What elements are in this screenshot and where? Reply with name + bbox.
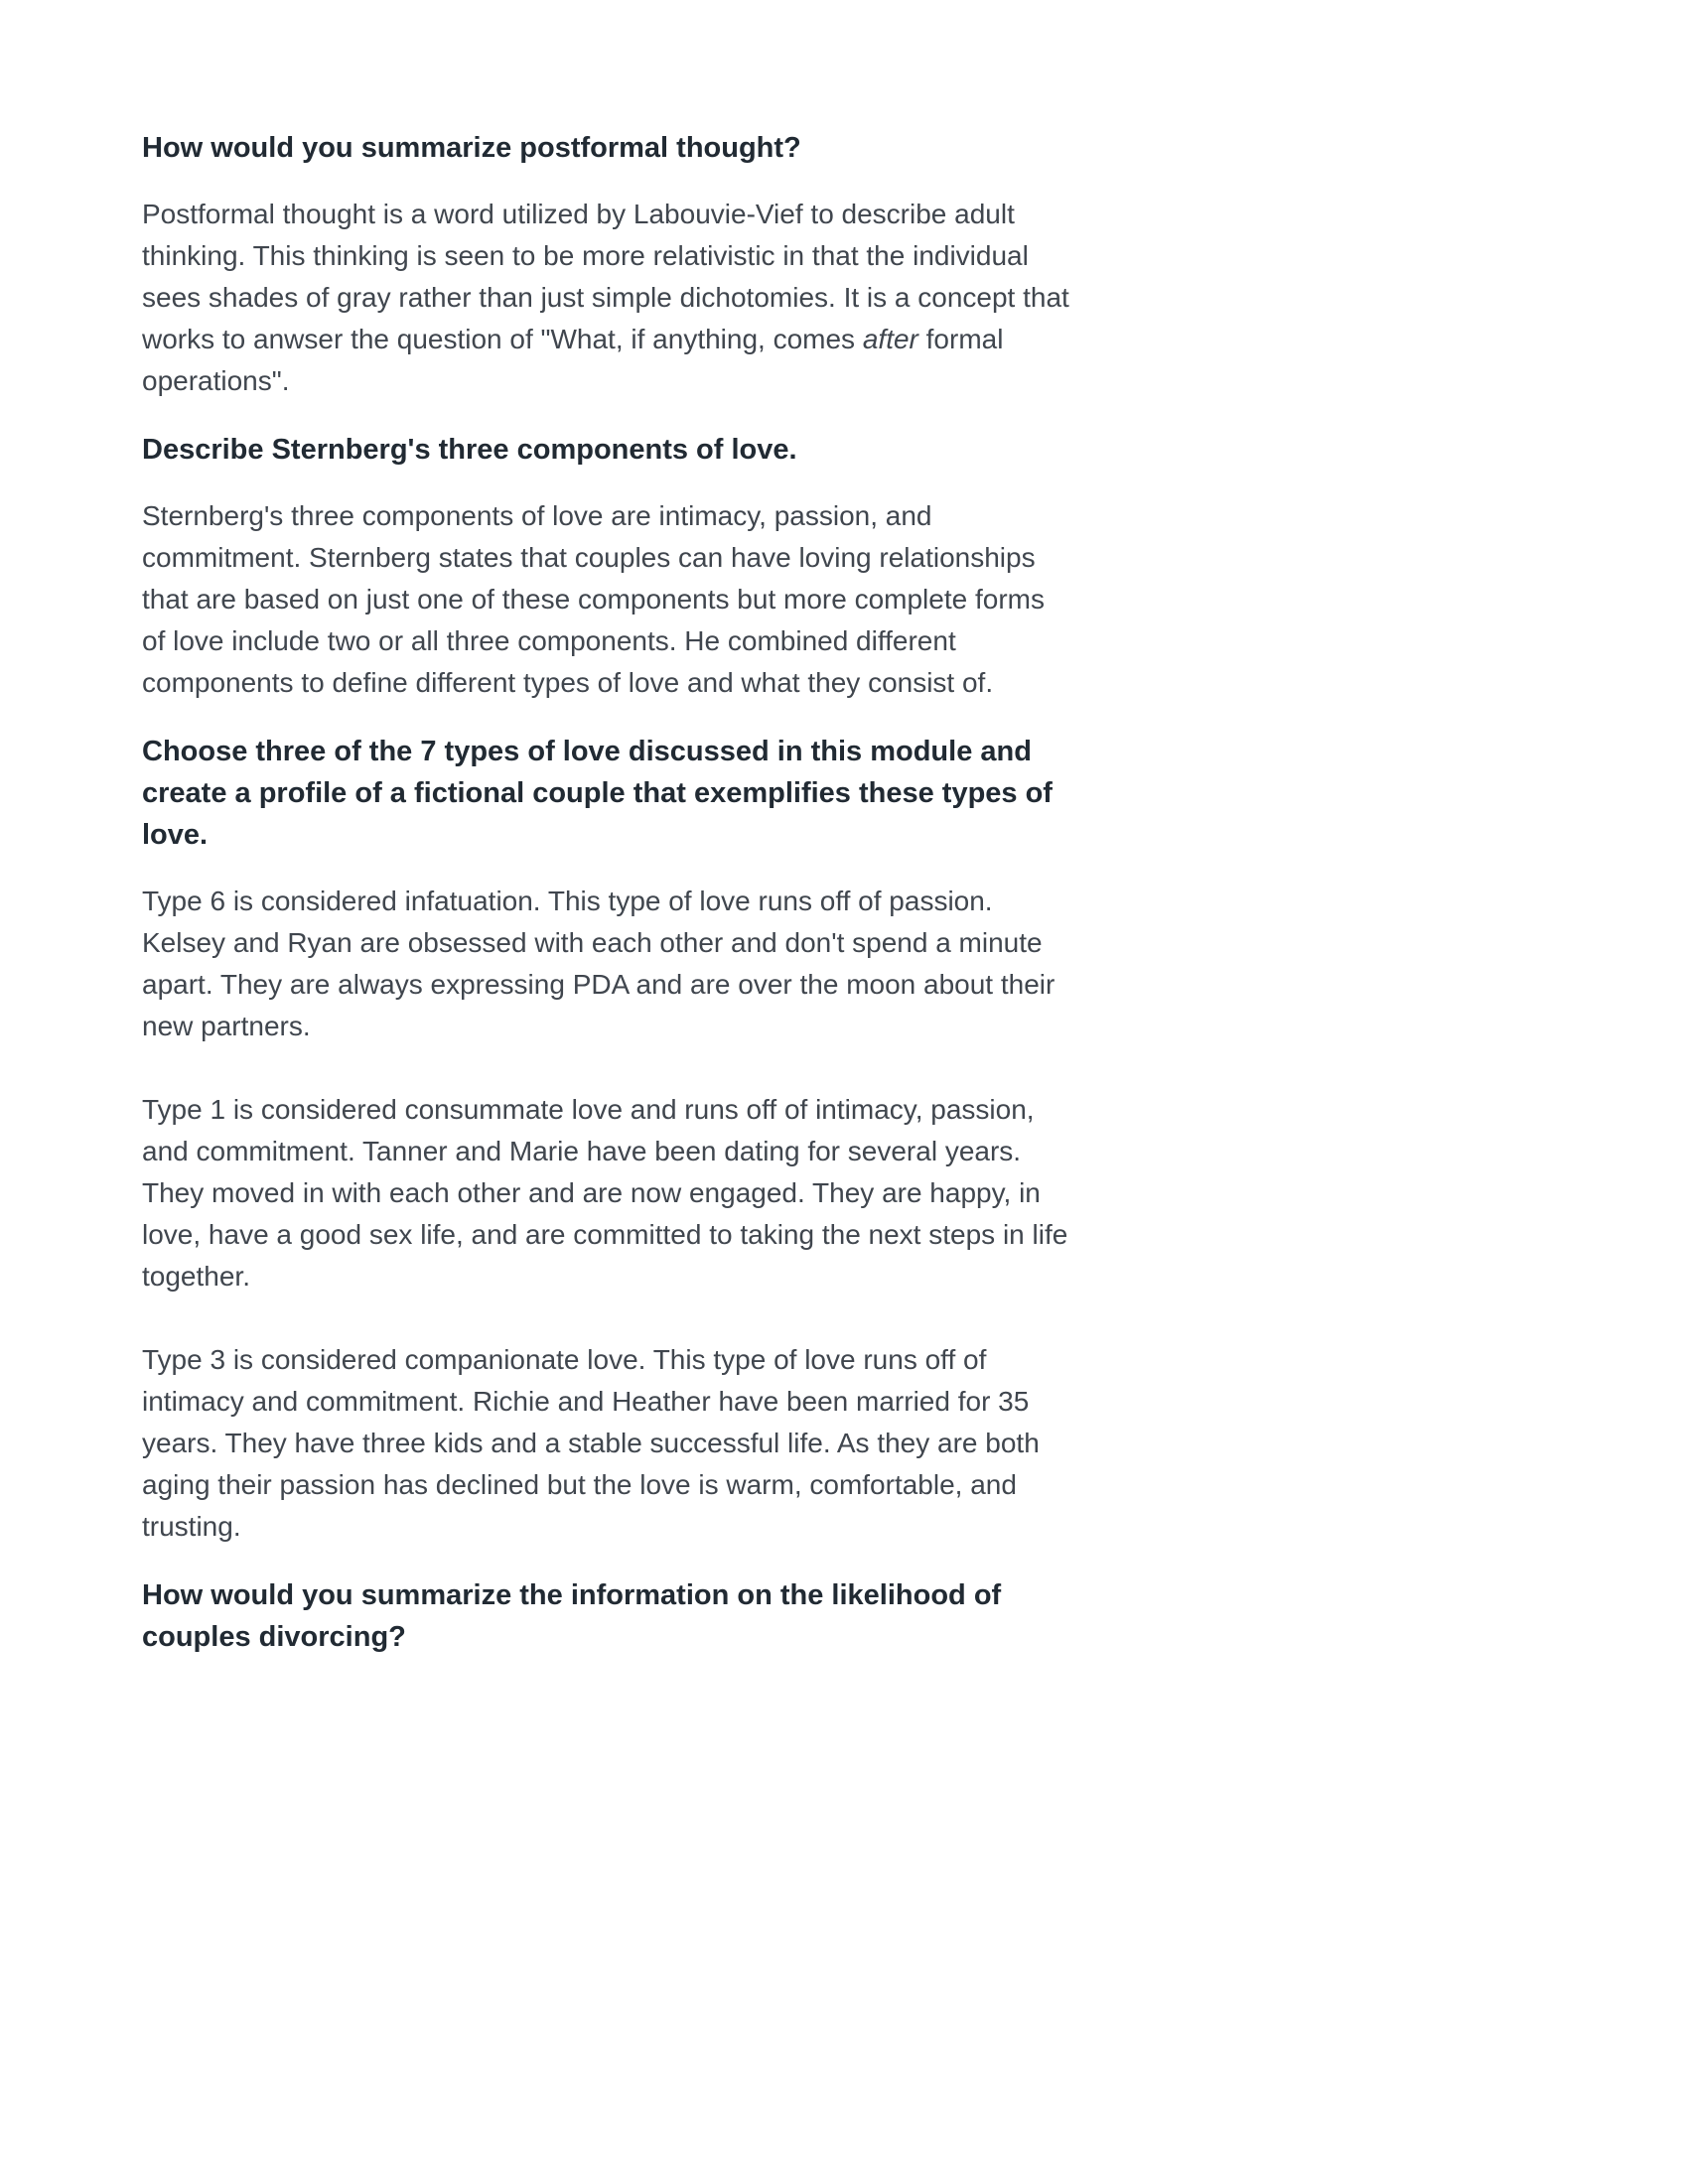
answer-type-6-infatuation: Type 6 is considered infatuation. This type of love runs off of passion. Kelsey and Ryan are obsessed with each other and don't spend a minute apart. They are always expressing PDA and are over the moon about their new partners.	[142, 886, 1055, 1041]
answer-postformal-text-1: Postformal thought is a word utilized by Labouvie-Vief to describe adult thinking. This thinking is seen to be more relativistic in that the individual sees shades of gray rather than just simple dichotomies. It is a concept that works to anwser the question of "What, if anything, comes	[142, 199, 1069, 354]
question-heading-sternberg-components: Describe Sternberg's three components of love.	[142, 434, 797, 466]
answer-sternberg-components: Sternberg's three components of love are intimacy, passion, and commitment. Sternberg states that couples can have loving relationships that are based on just one of these components but more complete forms of love include two or all three components. He combined different components to define different types of love and what they consist of.	[142, 500, 1045, 698]
answer-type-1-consummate: Type 1 is considered consummate love and runs off of intimacy, passion, and commitment. Tanner and Marie have been dating for several years. They moved in with each other and are now engaged. They are happy, in love, have a good sex life, and are committed to taking the next steps in life together.	[142, 1094, 1068, 1292]
question-heading-three-types-of-love: Choose three of the 7 types of love discussed in this module and create a profile of a fictional couple that exemplifies these types of love.	[142, 736, 1053, 851]
question-heading-postformal-thought: How would you summarize postformal thought?	[142, 132, 801, 164]
answer-postformal-text-2: formal operations".	[142, 324, 1004, 396]
answer-type-3-companionate: Type 3 is considered companionate love. This type of love runs off of intimacy and commitment. Richie and Heather have been married for 35 years. They have three kids and a stable successful life. As they are both aging their passion has declined but the love is warm, comfortable, and trusting.	[142, 1344, 1040, 1542]
document-content	[142, 127, 1070, 1683]
answer-postformal-italic-word: after	[862, 324, 918, 354]
answer-postformal-thought	[142, 194, 1070, 402]
question-heading-likelihood-of-divorce: How would you summarize the information on the likelihood of couples divorcing?	[142, 1579, 1002, 1653]
